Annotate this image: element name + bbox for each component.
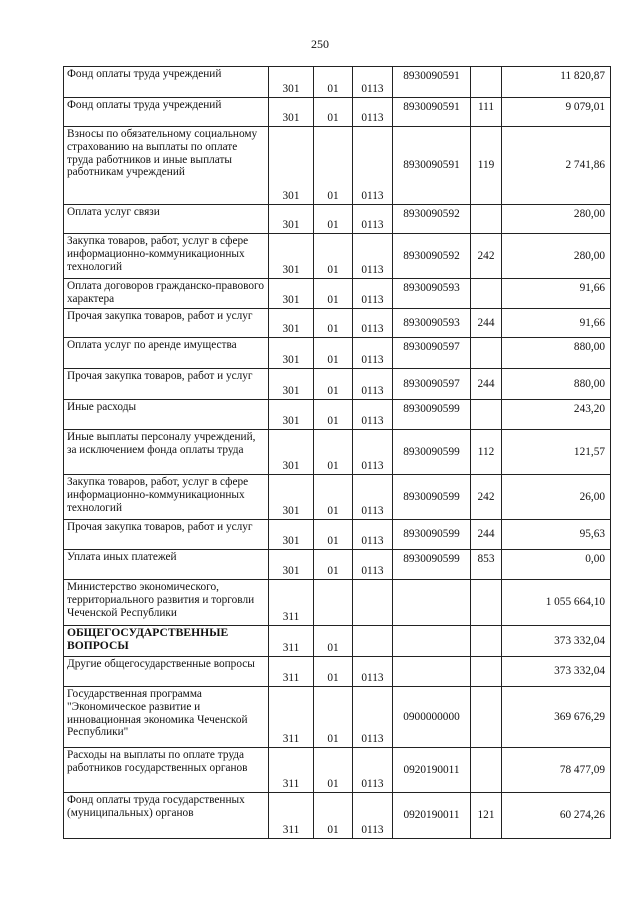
expense-type: [471, 657, 502, 687]
amount: 60 274,26: [502, 793, 611, 839]
table-row: [64, 98, 611, 127]
amount: 121,57: [502, 430, 611, 475]
row-name: Прочая закупка товаров, работ и услуг: [64, 309, 269, 338]
subsection-code: 0113: [353, 279, 393, 309]
section-code: 01: [314, 234, 353, 279]
amount: 373 332,04: [502, 626, 611, 657]
expense-type: [471, 580, 502, 626]
section-code: 01: [314, 793, 353, 839]
amount: 280,00: [502, 205, 611, 234]
expense-type: 112: [471, 430, 502, 475]
amount: 91,66: [502, 279, 611, 309]
row-name: Закупка товаров, работ, услуг в сфере информационно-коммуникационных технологий: [64, 234, 269, 279]
amount: 95,63: [502, 520, 611, 550]
section-code: 01: [314, 338, 353, 369]
section-code: 01: [314, 67, 353, 98]
amount: 26,00: [502, 475, 611, 520]
expense-type: 242: [471, 234, 502, 279]
subsection-code: 0113: [353, 234, 393, 279]
row-name: Другие общегосударственные вопросы: [64, 657, 269, 687]
amount: 373 332,04: [502, 657, 611, 687]
table-row: [64, 687, 611, 748]
section-code: 01: [314, 400, 353, 430]
subsection-code: 0113: [353, 520, 393, 550]
ved-code: 301: [269, 234, 314, 279]
subsection-code: 0113: [353, 748, 393, 793]
target-article: [393, 580, 471, 626]
expense-type: 119: [471, 127, 502, 205]
section-code: 01: [314, 98, 353, 127]
target-article: [393, 626, 471, 657]
row-name: Фонд оплаты труда учреждений: [64, 98, 269, 127]
amount: 1 055 664,10: [502, 580, 611, 626]
expense-type: [471, 687, 502, 748]
section-code: 01: [314, 550, 353, 580]
target-article: 8930090599: [393, 475, 471, 520]
amount: 880,00: [502, 338, 611, 369]
section-code: 01: [314, 520, 353, 550]
ved-code: 301: [269, 550, 314, 580]
amount: 11 820,87: [502, 67, 611, 98]
section-code: 01: [314, 657, 353, 687]
table-row: [64, 520, 611, 550]
subsection-code: 0113: [353, 338, 393, 369]
table-row: [64, 127, 611, 205]
row-name: Прочая закупка товаров, работ и услуг: [64, 369, 269, 400]
ved-code: 301: [269, 400, 314, 430]
section-code: 01: [314, 369, 353, 400]
amount: 280,00: [502, 234, 611, 279]
table-row: [64, 338, 611, 369]
row-name: Фонд оплаты труда государственных (муниципальных) органов: [64, 793, 269, 839]
target-article: 8930090593: [393, 309, 471, 338]
subsection-code: 0113: [353, 309, 393, 338]
target-article: 8930090599: [393, 520, 471, 550]
row-name: Иные выплаты персоналу учреждений, за исключением фонда оплаты труда: [64, 430, 269, 475]
subsection-code: 0113: [353, 127, 393, 205]
ved-code: 311: [269, 657, 314, 687]
target-article: 8930090597: [393, 338, 471, 369]
amount: 9 079,01: [502, 98, 611, 127]
subsection-code: 0113: [353, 550, 393, 580]
ved-code: 301: [269, 67, 314, 98]
expense-type: 111: [471, 98, 502, 127]
ved-code: 301: [269, 369, 314, 400]
amount: 369 676,29: [502, 687, 611, 748]
expense-type: [471, 400, 502, 430]
subsection-code: 0113: [353, 687, 393, 748]
table-row: [64, 279, 611, 309]
row-name: Государственная программа "Экономическое развитие и инновационная экономика Чеченской Республики": [64, 687, 269, 748]
amount: 91,66: [502, 309, 611, 338]
target-article: 8930090599: [393, 550, 471, 580]
expense-type: [471, 279, 502, 309]
table-row: [64, 580, 611, 626]
expense-type: 244: [471, 309, 502, 338]
table-row: [64, 793, 611, 839]
expense-type: [471, 626, 502, 657]
section-code: [314, 580, 353, 626]
amount: 243,20: [502, 400, 611, 430]
section-code: 01: [314, 626, 353, 657]
table-row: [64, 234, 611, 279]
table-row: [64, 550, 611, 580]
ved-code: 311: [269, 580, 314, 626]
expense-type: 853: [471, 550, 502, 580]
ved-code: 301: [269, 98, 314, 127]
section-code: 01: [314, 687, 353, 748]
table-row: [64, 657, 611, 687]
table-row: [64, 369, 611, 400]
subsection-code: 0113: [353, 400, 393, 430]
table-row: [64, 626, 611, 657]
target-article: 0920190011: [393, 748, 471, 793]
expense-type: [471, 205, 502, 234]
subsection-code: 0113: [353, 98, 393, 127]
section-code: 01: [314, 430, 353, 475]
ved-code: 301: [269, 520, 314, 550]
expense-type: [471, 338, 502, 369]
target-article: 0900000000: [393, 687, 471, 748]
subsection-code: 0113: [353, 369, 393, 400]
amount: 2 741,86: [502, 127, 611, 205]
table-row: [64, 309, 611, 338]
ved-code: 301: [269, 338, 314, 369]
target-article: 8930090599: [393, 400, 471, 430]
row-name: Уплата иных платежей: [64, 550, 269, 580]
subsection-code: 0113: [353, 67, 393, 98]
subsection-code: 0113: [353, 657, 393, 687]
ved-code: 301: [269, 309, 314, 338]
target-article: 0920190011: [393, 793, 471, 839]
ved-code: 301: [269, 430, 314, 475]
section-code: 01: [314, 279, 353, 309]
section-code: 01: [314, 748, 353, 793]
row-name: Оплата договоров гражданско-правового характера: [64, 279, 269, 309]
row-name: Расходы на выплаты по оплате труда работников государственных органов: [64, 748, 269, 793]
page-number: 250: [311, 37, 329, 51]
row-name: Оплата услуг по аренде имущества: [64, 338, 269, 369]
target-article: 8930090591: [393, 127, 471, 205]
ved-code: 301: [269, 127, 314, 205]
target-article: [393, 657, 471, 687]
subsection-code: 0113: [353, 430, 393, 475]
amount: 880,00: [502, 369, 611, 400]
ved-code: 301: [269, 279, 314, 309]
ved-code: 311: [269, 626, 314, 657]
target-article: 8930090597: [393, 369, 471, 400]
row-name: Министерство экономического, территориального развития и торговли Чеченской Республики: [64, 580, 269, 626]
row-name: Фонд оплаты труда учреждений: [64, 67, 269, 98]
expense-type: 244: [471, 520, 502, 550]
row-name: Иные расходы: [64, 400, 269, 430]
row-name: Прочая закупка товаров, работ и услуг: [64, 520, 269, 550]
table-row: [64, 748, 611, 793]
table-row: [64, 67, 611, 98]
expense-type: 242: [471, 475, 502, 520]
expense-type: 121: [471, 793, 502, 839]
target-article: 8930090591: [393, 98, 471, 127]
expense-type: [471, 748, 502, 793]
section-code: 01: [314, 205, 353, 234]
target-article: 8930090592: [393, 234, 471, 279]
subsection-code: 0113: [353, 793, 393, 839]
subsection-code: 0113: [353, 475, 393, 520]
row-name: Оплата услуг связи: [64, 205, 269, 234]
row-name: Закупка товаров, работ, услуг в сфере информационно-коммуникационных технологий: [64, 475, 269, 520]
ved-code: 311: [269, 748, 314, 793]
ved-code: 311: [269, 793, 314, 839]
ved-code: 301: [269, 205, 314, 234]
amount: 0,00: [502, 550, 611, 580]
table-row: [64, 475, 611, 520]
row-name: Взносы по обязательному социальному страхованию на выплаты по оплате труда работников и иные выплаты работникам учреждений: [64, 127, 269, 205]
target-article: 8930090592: [393, 205, 471, 234]
table-row: [64, 400, 611, 430]
expense-type: [471, 67, 502, 98]
ved-code: 301: [269, 475, 314, 520]
target-article: 8930090591: [393, 67, 471, 98]
table-row: [64, 205, 611, 234]
target-article: 8930090593: [393, 279, 471, 309]
subsection-code: [353, 580, 393, 626]
ved-code: 311: [269, 687, 314, 748]
section-code: 01: [314, 309, 353, 338]
subsection-code: [353, 626, 393, 657]
section-code: 01: [314, 127, 353, 205]
amount: 78 477,09: [502, 748, 611, 793]
row-name: ОБЩЕГОСУДАРСТВЕННЫЕ ВОПРОСЫ: [64, 626, 269, 657]
section-code: 01: [314, 475, 353, 520]
subsection-code: 0113: [353, 205, 393, 234]
target-article: 8930090599: [393, 430, 471, 475]
expense-type: 244: [471, 369, 502, 400]
table-row: [64, 430, 611, 475]
budget-table: [63, 66, 611, 839]
